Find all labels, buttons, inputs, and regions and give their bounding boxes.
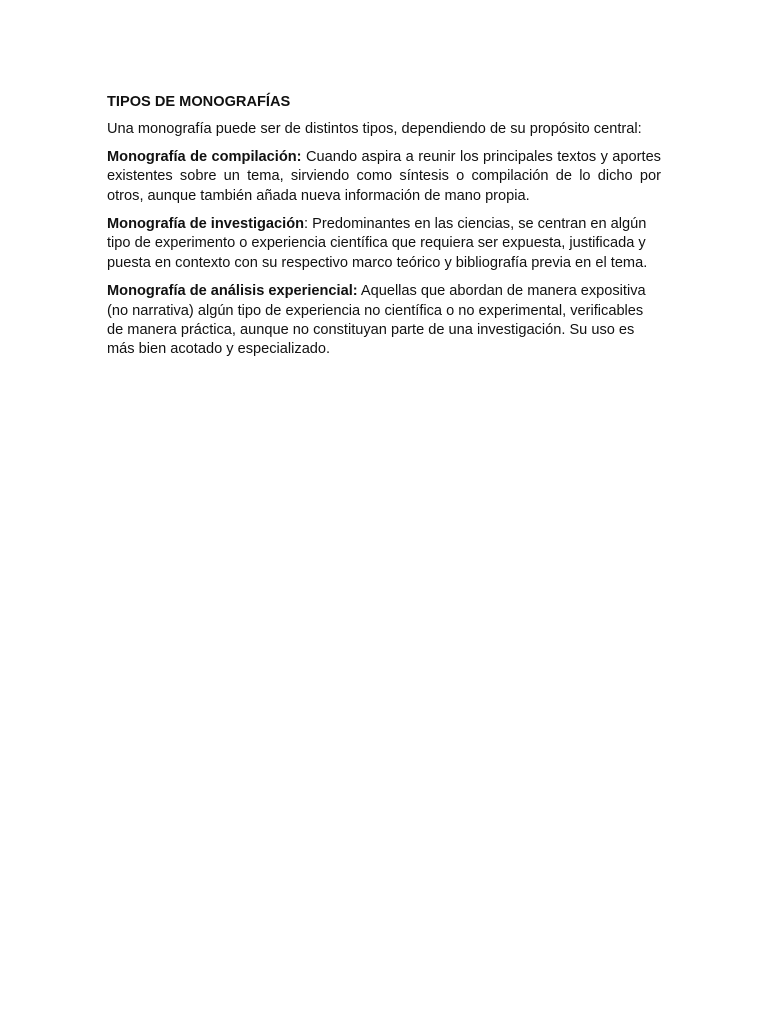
- document-title: TIPOS DE MONOGRAFÍAS: [107, 94, 291, 110]
- intro-paragraph: Una monografía puede ser de distintos tipos, dependiendo de su propósito central:: [107, 121, 642, 138]
- description-investigacion: : Predominantes en las ciencias, se centran en algún tipo de experimento o experiencia científica que requiera ser expuesta, justificada y puesta en contexto con su respectivo marco teórico y bibliografía previa en el tema.: [107, 216, 648, 271]
- term-analisis-experiencial: Monografía de análisis experiencial:: [107, 283, 358, 300]
- paragraph-analisis-experiencial: [107, 282, 661, 360]
- description-analisis-experiencial: Aquellas que abordan de manera expositiva (no narrativa) algún tipo de experiencia no científica o no experimental, verificables de manera práctica, aunque no constituyan parte de una investigación. Su uso es más bien acotado y especializado.: [107, 283, 646, 358]
- term-investigacion: Monografía de investigación: [107, 216, 305, 233]
- paragraph-investigacion: [107, 215, 661, 273]
- description-compilacion: Cuando aspira a reunir los principales textos y aportes existentes sobre un tema, sirviendo como síntesis o compilación de lo dicho por otros, aunque también añada nueva información de mano propia.: [107, 148, 661, 204]
- paragraph-compilacion: [107, 148, 661, 206]
- term-compilacion: Monografía de compilación:: [107, 148, 302, 165]
- document-body: [107, 93, 661, 369]
